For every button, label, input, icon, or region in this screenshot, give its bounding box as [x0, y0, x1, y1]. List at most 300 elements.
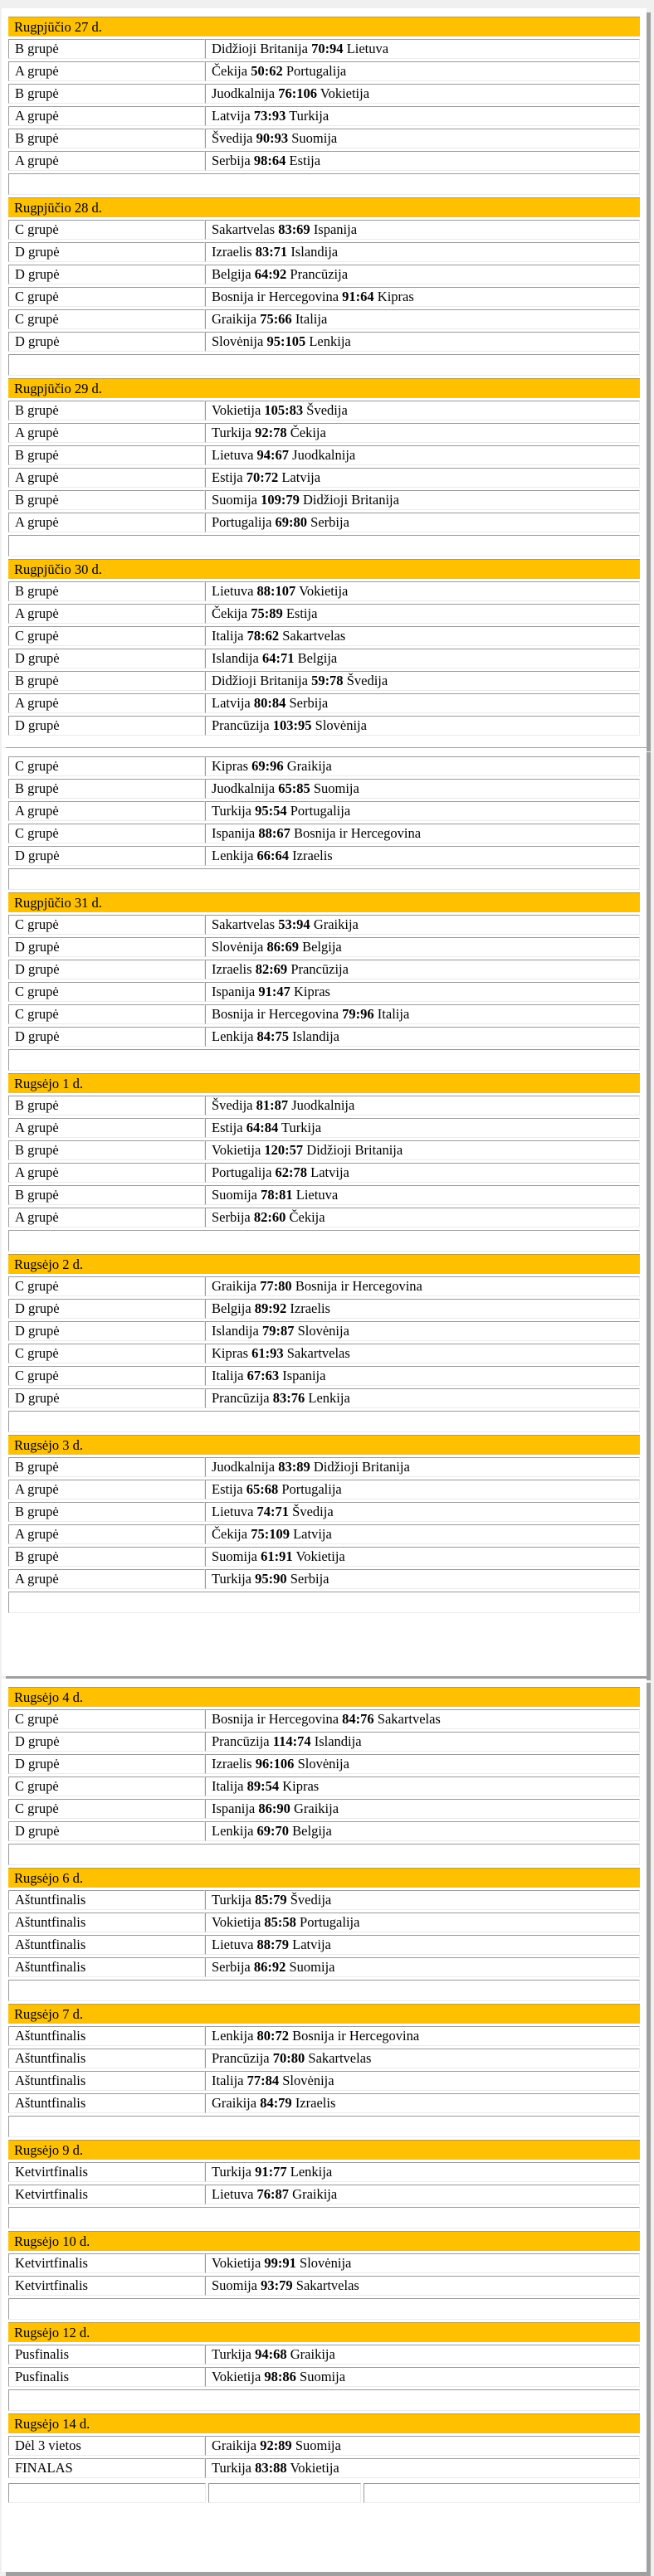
game-row — [8, 801, 640, 821]
match-cell — [205, 1502, 640, 1522]
home-team: Izraelis — [212, 1756, 252, 1772]
score: 82:69 — [255, 961, 288, 977]
match-cell — [205, 1935, 640, 1955]
match-cell — [205, 1890, 640, 1910]
date-header: Rugsėjo 4 d. — [8, 1687, 640, 1707]
away-team: Didžioji Britanija — [313, 1459, 410, 1475]
match-cell — [205, 2253, 640, 2273]
away-team: Prancūzija — [290, 266, 349, 282]
away-team: Slovėnija — [297, 1756, 349, 1772]
date-header: Rugsėjo 6 d. — [8, 1868, 640, 1888]
stage-cell: C grupė — [8, 1276, 205, 1296]
match-cell — [205, 2458, 640, 2478]
home-team: Lenkija — [212, 1823, 254, 1839]
spacer-row — [8, 2389, 640, 2411]
match-cell — [205, 1388, 640, 1408]
game-row — [8, 960, 640, 979]
stage-cell: A grupė — [8, 151, 205, 171]
score: 95:105 — [266, 333, 306, 349]
home-team: Didžioji Britanija — [212, 673, 308, 688]
match-cell — [205, 2071, 640, 2091]
match-cell — [205, 445, 640, 465]
game-row — [8, 1799, 640, 1819]
date-header-row — [8, 378, 640, 398]
stage-cell: C grupė — [8, 915, 205, 935]
home-team: Latvija — [212, 695, 251, 711]
away-team: Graikija — [313, 916, 359, 932]
stage-cell: D grupė — [8, 1027, 205, 1047]
game-row — [8, 937, 640, 957]
score: 90:93 — [256, 130, 289, 146]
empty-cell — [208, 2483, 361, 2503]
stage-cell: A grupė — [8, 106, 205, 126]
stage-cell: Ketvirtfinalis — [8, 2253, 205, 2273]
away-team: Belgija — [302, 939, 342, 955]
game-row — [8, 84, 640, 104]
spacer-row — [8, 1592, 640, 1613]
game-row — [8, 1140, 640, 1160]
game-row — [8, 1890, 640, 1910]
score: 75:66 — [260, 311, 292, 327]
game-row — [8, 2071, 640, 2091]
away-team: Švedija — [346, 673, 388, 688]
game-row — [8, 151, 640, 171]
score: 84:79 — [260, 2095, 292, 2111]
away-team: Juodkalnija — [291, 1097, 355, 1113]
away-team: Izraelis — [290, 1300, 330, 1316]
home-team: Belgija — [212, 266, 251, 282]
stage-cell: B grupė — [8, 39, 205, 59]
away-team: Kipras — [293, 984, 330, 999]
home-team: Italija — [212, 1368, 244, 1383]
match-cell — [205, 982, 640, 1002]
score: 94:68 — [255, 2346, 287, 2362]
home-team: Serbija — [212, 1959, 251, 1975]
spacer-row — [8, 535, 640, 557]
match-cell — [205, 671, 640, 691]
match-cell — [205, 1913, 640, 1932]
date-header: Rugsėjo 10 d. — [8, 2231, 640, 2251]
game-row — [8, 1004, 640, 1024]
spacer-row — [8, 1230, 640, 1252]
match-cell — [205, 2093, 640, 2113]
match-cell — [205, 915, 640, 935]
score: 83:69 — [278, 221, 310, 237]
match-cell — [205, 151, 640, 171]
score: 98:86 — [264, 2369, 296, 2384]
match-cell — [205, 1457, 640, 1477]
stage-cell: Pusfinalis — [8, 2367, 205, 2387]
match-cell — [205, 1118, 640, 1138]
home-team: Graikija — [212, 2437, 257, 2453]
game-row — [8, 716, 640, 736]
away-team: Latvija — [292, 1937, 331, 1952]
home-team: Turkija — [212, 2346, 251, 2362]
away-team: Sakartvelas — [286, 1345, 350, 1361]
away-team: Sakartvelas — [295, 2277, 359, 2293]
home-team: Suomija — [212, 1187, 258, 1203]
away-team: Lenkija — [309, 333, 351, 349]
home-team: Portugalija — [212, 514, 272, 530]
home-team: Lietuva — [212, 583, 254, 599]
away-team: Latvija — [310, 1164, 349, 1180]
game-row — [8, 1344, 640, 1363]
away-team: Suomija — [313, 780, 359, 796]
score: 89:92 — [254, 1300, 287, 1316]
game-row — [8, 2093, 640, 2113]
date-header-row — [8, 1435, 640, 1455]
match-cell — [205, 1732, 640, 1752]
match-cell — [205, 1799, 640, 1819]
away-team: Latvija — [293, 1526, 332, 1542]
match-cell — [205, 468, 640, 488]
schedule-table — [8, 1684, 640, 2481]
stage-cell: B grupė — [8, 779, 205, 799]
game-row — [8, 1957, 640, 1977]
away-team: Sakartvelas — [282, 628, 346, 644]
score: 67:63 — [246, 1368, 280, 1383]
match-cell — [205, 1344, 640, 1363]
game-row — [8, 2185, 640, 2204]
stage-cell: Ketvirtfinalis — [8, 2162, 205, 2182]
match-cell — [205, 1185, 640, 1205]
away-team: Slovėnija — [282, 2073, 334, 2088]
score: 80:72 — [256, 2028, 290, 2044]
date-header-row — [8, 892, 640, 912]
home-team: Ispanija — [212, 984, 256, 999]
stage-cell: D grupė — [8, 937, 205, 957]
stage-cell: A grupė — [8, 513, 205, 532]
match-cell — [205, 265, 640, 284]
home-team: Prancūzija — [212, 717, 270, 733]
stage-cell: C grupė — [8, 1366, 205, 1386]
stage-cell: Pusfinalis — [8, 2345, 205, 2365]
match-cell — [205, 2026, 640, 2046]
away-team: Didžioji Britanija — [306, 1142, 403, 1158]
stage-cell: C grupė — [8, 1709, 205, 1729]
stage-cell: C grupė — [8, 309, 205, 329]
home-team: Čekija — [212, 605, 248, 621]
score: 78:81 — [261, 1187, 293, 1203]
stage-cell: D grupė — [8, 1299, 205, 1319]
date-header-row — [8, 1073, 640, 1093]
home-team: Lietuva — [212, 447, 254, 463]
match-cell — [205, 332, 640, 352]
score: 65:85 — [278, 780, 310, 796]
home-team: Bosnija ir Hercegovina — [212, 1006, 339, 1022]
game-row — [8, 445, 640, 465]
score: 83:76 — [272, 1390, 305, 1406]
away-team: Slovėnija — [300, 2255, 352, 2271]
match-cell — [205, 1524, 640, 1544]
score: 79:96 — [342, 1006, 374, 1022]
match-cell — [205, 1366, 640, 1386]
stage-cell: D grupė — [8, 1388, 205, 1408]
match-cell — [205, 716, 640, 736]
stage-cell: A grupė — [8, 1208, 205, 1227]
game-row — [8, 106, 640, 126]
score: 88:79 — [256, 1937, 290, 1952]
home-team: Čekija — [212, 1526, 248, 1542]
away-team: Islandija — [314, 1733, 362, 1749]
game-row — [8, 2049, 640, 2068]
home-team: Lietuva — [212, 1504, 254, 1519]
home-team: Kipras — [212, 1345, 248, 1361]
score: 80:84 — [253, 695, 286, 711]
date-header: Rugsėjo 9 d. — [8, 2140, 640, 2160]
stage-cell: D grupė — [8, 265, 205, 284]
home-team: Lenkija — [212, 1028, 254, 1044]
game-row — [8, 1163, 640, 1183]
game-row — [8, 2458, 640, 2478]
score: 64:92 — [254, 266, 287, 282]
empty-footer-row — [8, 2483, 640, 2503]
stage-cell: Aštuntfinalis — [8, 1913, 205, 1932]
match-cell — [205, 2162, 640, 2182]
stage-cell: B grupė — [8, 84, 205, 104]
home-team: Bosnija ir Hercegovina — [212, 1711, 339, 1727]
home-team: Estija — [212, 469, 243, 485]
home-team: Ispanija — [212, 1801, 256, 1816]
home-team: Turkija — [212, 2164, 251, 2180]
home-team: Prancūzija — [212, 1733, 270, 1749]
score: 64:84 — [246, 1120, 279, 1135]
away-team: Graikija — [293, 1801, 339, 1816]
score: 86:92 — [253, 1959, 286, 1975]
stage-cell: D grupė — [8, 846, 205, 866]
match-cell — [205, 2436, 640, 2456]
stage-cell: C grupė — [8, 287, 205, 307]
stage-cell: C grupė — [8, 220, 205, 240]
home-team: Vokietija — [212, 1914, 261, 1930]
date-header: Rugpjūčio 30 d. — [8, 559, 640, 579]
stage-cell: B grupė — [8, 1457, 205, 1477]
stage-cell: Aštuntfinalis — [8, 1890, 205, 1910]
game-row — [8, 1096, 640, 1115]
stage-cell: Aštuntfinalis — [8, 2071, 205, 2091]
away-team: Čekija — [289, 1209, 325, 1225]
away-team: Latvija — [281, 469, 321, 485]
score: 74:71 — [256, 1504, 290, 1519]
away-team: Vokietija — [290, 2460, 339, 2476]
stage-cell: C grupė — [8, 1776, 205, 1796]
score: 92:89 — [260, 2437, 292, 2453]
game-row — [8, 1366, 640, 1386]
date-header-row — [8, 2140, 640, 2160]
game-row — [8, 1321, 640, 1341]
home-team: Juodkalnija — [212, 1459, 276, 1475]
score: 79:87 — [261, 1323, 295, 1339]
game-row — [8, 468, 640, 488]
date-header: Rugsėjo 1 d. — [8, 1073, 640, 1093]
game-row — [8, 129, 640, 148]
match-cell — [205, 84, 640, 104]
away-team: Portugalija — [300, 1914, 360, 1930]
score: 98:64 — [253, 153, 286, 168]
score: 78:62 — [246, 628, 280, 644]
date-header-row — [8, 1868, 640, 1888]
game-row — [8, 61, 640, 81]
away-team: Didžioji Britanija — [303, 492, 399, 508]
away-team: Švedija — [292, 1504, 334, 1519]
stage-cell: B grupė — [8, 129, 205, 148]
spacer-row — [8, 2207, 640, 2228]
score: 77:80 — [260, 1278, 292, 1294]
stage-cell: Aštuntfinalis — [8, 2093, 205, 2113]
stage-cell: C grupė — [8, 1799, 205, 1819]
game-row — [8, 1388, 640, 1408]
away-team: Graikija — [290, 2346, 335, 2362]
away-team: Lenkija — [290, 2164, 333, 2180]
home-team: Lenkija — [212, 848, 254, 863]
game-row — [8, 649, 640, 668]
spacer-row — [8, 2298, 640, 2320]
date-header: Rugpjūčio 28 d. — [8, 197, 640, 217]
match-cell — [205, 1821, 640, 1841]
date-header-row — [8, 197, 640, 217]
home-team: Estija — [212, 1120, 243, 1135]
schedule-table — [8, 14, 640, 738]
away-team: Vokietija — [295, 1548, 345, 1564]
match-cell — [205, 604, 640, 624]
score: 83:89 — [278, 1459, 310, 1475]
home-team: Islandija — [212, 1323, 259, 1339]
stage-cell: C grupė — [8, 756, 205, 776]
game-row — [8, 242, 640, 262]
score: 53:94 — [278, 916, 310, 932]
match-cell — [205, 1027, 640, 1047]
date-header: Rugpjūčio 29 d. — [8, 378, 640, 398]
stage-cell: B grupė — [8, 1547, 205, 1567]
score: 92:78 — [255, 425, 287, 440]
away-team: Ispanija — [282, 1368, 326, 1383]
schedule-panel — [2, 748, 647, 1676]
stage-cell: A grupė — [8, 1118, 205, 1138]
score: 91:77 — [255, 2164, 287, 2180]
home-team: Didžioji Britanija — [212, 41, 308, 56]
game-row — [8, 2436, 640, 2456]
score: 86:69 — [266, 939, 299, 955]
home-team: Prancūzija — [212, 1390, 270, 1406]
match-cell — [205, 287, 640, 307]
score: 70:80 — [272, 2050, 305, 2066]
stage-cell: B grupė — [8, 445, 205, 465]
game-row — [8, 309, 640, 329]
away-team: Graikija — [286, 758, 332, 774]
game-row — [8, 490, 640, 510]
score: 83:71 — [255, 244, 288, 260]
match-cell — [205, 490, 640, 510]
stage-cell: D grupė — [8, 960, 205, 979]
game-row — [8, 693, 640, 713]
home-team: Turkija — [212, 2460, 251, 2476]
spacer-row — [8, 2116, 640, 2137]
home-team: Islandija — [212, 650, 259, 666]
match-cell — [205, 39, 640, 59]
away-team: Turkija — [281, 1120, 322, 1135]
date-header-row — [8, 559, 640, 579]
match-cell — [205, 106, 640, 126]
match-cell — [205, 1140, 640, 1160]
game-row — [8, 2026, 640, 2046]
game-row — [8, 1547, 640, 1567]
score: 76:87 — [256, 2186, 290, 2202]
stage-cell: Ketvirtfinalis — [8, 2185, 205, 2204]
score: 114:74 — [272, 1733, 311, 1749]
score: 91:47 — [258, 984, 290, 999]
game-row — [8, 846, 640, 866]
schedule-table — [8, 754, 640, 1616]
score: 70:94 — [311, 41, 344, 56]
stage-cell: Ketvirtfinalis — [8, 2276, 205, 2296]
score: 85:79 — [255, 1892, 287, 1908]
date-header: Rugsėjo 7 d. — [8, 2004, 640, 2024]
game-row — [8, 779, 640, 799]
stage-cell: A grupė — [8, 423, 205, 443]
score: 61:91 — [261, 1548, 293, 1564]
date-header: Rugsėjo 3 d. — [8, 1435, 640, 1455]
home-team: Estija — [212, 1481, 243, 1497]
score: 70:72 — [246, 469, 279, 485]
match-cell — [205, 1163, 640, 1183]
match-cell — [205, 779, 640, 799]
score: 84:75 — [256, 1028, 290, 1044]
date-header-row — [8, 2231, 640, 2251]
away-team: Suomija — [291, 130, 338, 146]
game-row — [8, 1709, 640, 1729]
date-header-row — [8, 17, 640, 36]
home-team: Vokietija — [212, 402, 261, 418]
stage-cell: B grupė — [8, 671, 205, 691]
match-cell — [205, 626, 640, 646]
stage-cell: A grupė — [8, 468, 205, 488]
away-team: Serbija — [289, 695, 329, 711]
stage-cell: D grupė — [8, 1754, 205, 1774]
match-cell — [205, 401, 640, 420]
home-team: Italija — [212, 2073, 244, 2088]
home-team: Slovėnija — [212, 333, 264, 349]
stage-cell: C grupė — [8, 1004, 205, 1024]
away-team: Čekija — [290, 425, 326, 440]
home-team: Portugalija — [212, 1164, 272, 1180]
away-team: Turkija — [289, 108, 329, 124]
score: 73:93 — [253, 108, 286, 124]
match-cell — [205, 220, 640, 240]
home-team: Juodkalnija — [212, 85, 276, 101]
home-team: Švedija — [212, 1097, 253, 1113]
home-team: Turkija — [212, 1571, 251, 1587]
date-header-row — [8, 2413, 640, 2433]
away-team: Estija — [289, 153, 321, 168]
away-team: Graikija — [292, 2186, 338, 2202]
score: 69:70 — [256, 1823, 290, 1839]
date-header: Rugpjūčio 27 d. — [8, 17, 640, 36]
away-team: Švedija — [290, 1892, 332, 1908]
match-cell — [205, 2367, 640, 2387]
home-team: Bosnija ir Hercegovina — [212, 289, 339, 304]
away-team: Portugalija — [281, 1481, 342, 1497]
match-cell — [205, 1569, 640, 1589]
game-row — [8, 671, 640, 691]
stage-cell: B grupė — [8, 1140, 205, 1160]
match-cell — [205, 513, 640, 532]
match-cell — [205, 2345, 640, 2365]
match-cell — [205, 756, 640, 776]
spacer-row — [8, 1980, 640, 2001]
empty-cell — [364, 2483, 640, 2503]
game-row — [8, 1480, 640, 1499]
away-team: Belgija — [297, 650, 338, 666]
